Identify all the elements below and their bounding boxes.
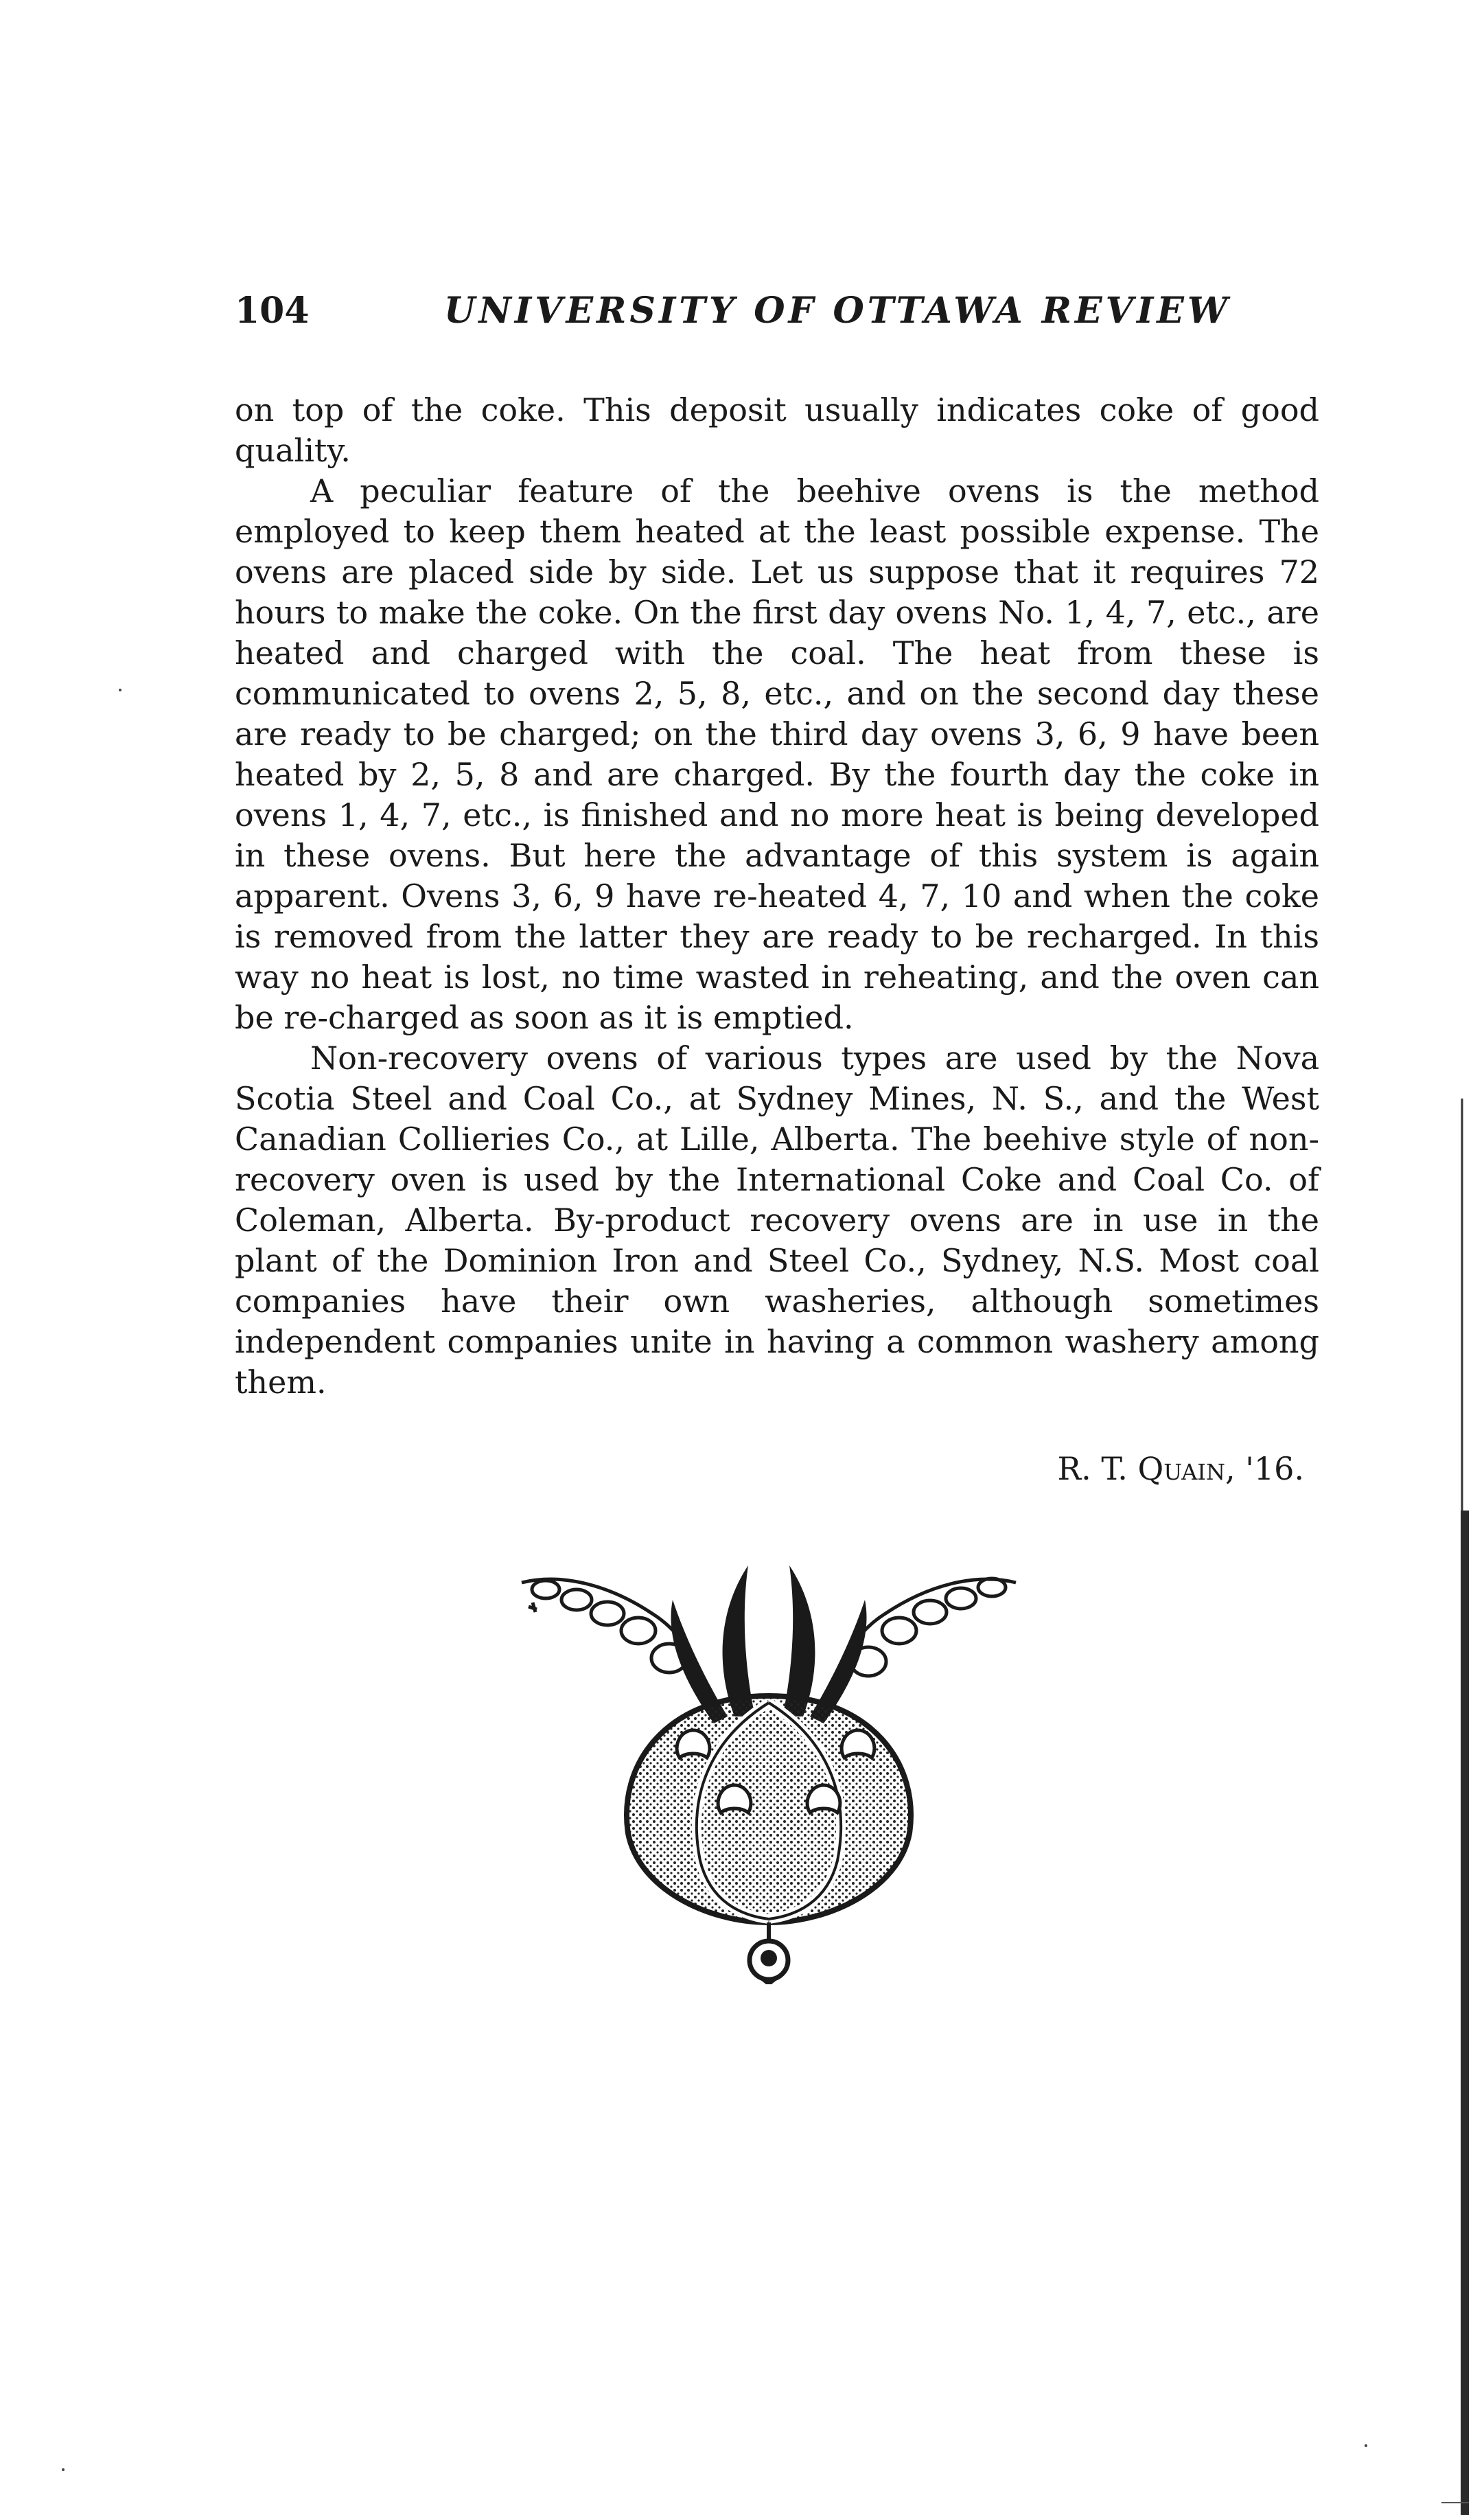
running-head bbox=[235, 287, 1319, 335]
paragraph-non-recovery-ovens: Non-recovery ovens of various types are used by the Nova Scotia Steel and Coal Co., at Sydney Mines, N. S., and the West Canadian Collieries Co., at Lille, Alberta. The beehive style of non-recovery oven is used by the International Coke and Coal Co. of Coleman, Alberta. By-product recovery ovens are in use in the plant of the Dominion Iron and Steel Co., Sydney, N.S. Most coal companies have their own washeries, although sometimes independent companies unite in having a common washery among them. bbox=[235, 1040, 1319, 1401]
scan-speck bbox=[1365, 2444, 1367, 2447]
author-signature: R. T. Quain, '16. bbox=[1057, 1450, 1304, 1487]
scan-edge-shadow bbox=[1441, 1099, 1476, 2515]
paragraph-beehive-ovens: A peculiar feature of the beehive ovens is the method employed to keep them heated at the least possible expense. The ovens are placed side by side. Let us suppose that it requires 72 hours to make the coke. On the first day ovens No. 1, 4, 7, etc., are heated and charged with the coal. The heat from these is communicated to ovens 2, 5, 8, etc., and on the second day these are ready to be charged; on the third day ovens 3, 6, 9 have been heated by 2, 5, 8 and are charged. By the fourth day the coke in ovens 1, 4, 7, etc., is finished and no more heat is being developed in these ovens. But here the advantage of this system is again apparent. Ovens 3, 6, 9 have re-heated 4, 7, 10 and when the coke is removed from the latter they are ready to be recharged. In this way no heat is lost, no time wasted in reheating, and the oven can be re-charged as soon as it is emptied. bbox=[235, 472, 1319, 1036]
journal-title: UNIVERSITY OF OTTAWA REVIEW bbox=[444, 290, 1231, 332]
scan-speck bbox=[62, 2468, 65, 2471]
page-number: 104 bbox=[235, 290, 310, 332]
paragraph-continuation: on top of the coke. This deposit usually indicates coke of good quality. bbox=[235, 391, 1319, 469]
scan-speck bbox=[119, 689, 121, 691]
article-body bbox=[235, 390, 1319, 1403]
floral-vase-ornament-icon bbox=[508, 1559, 1030, 1984]
